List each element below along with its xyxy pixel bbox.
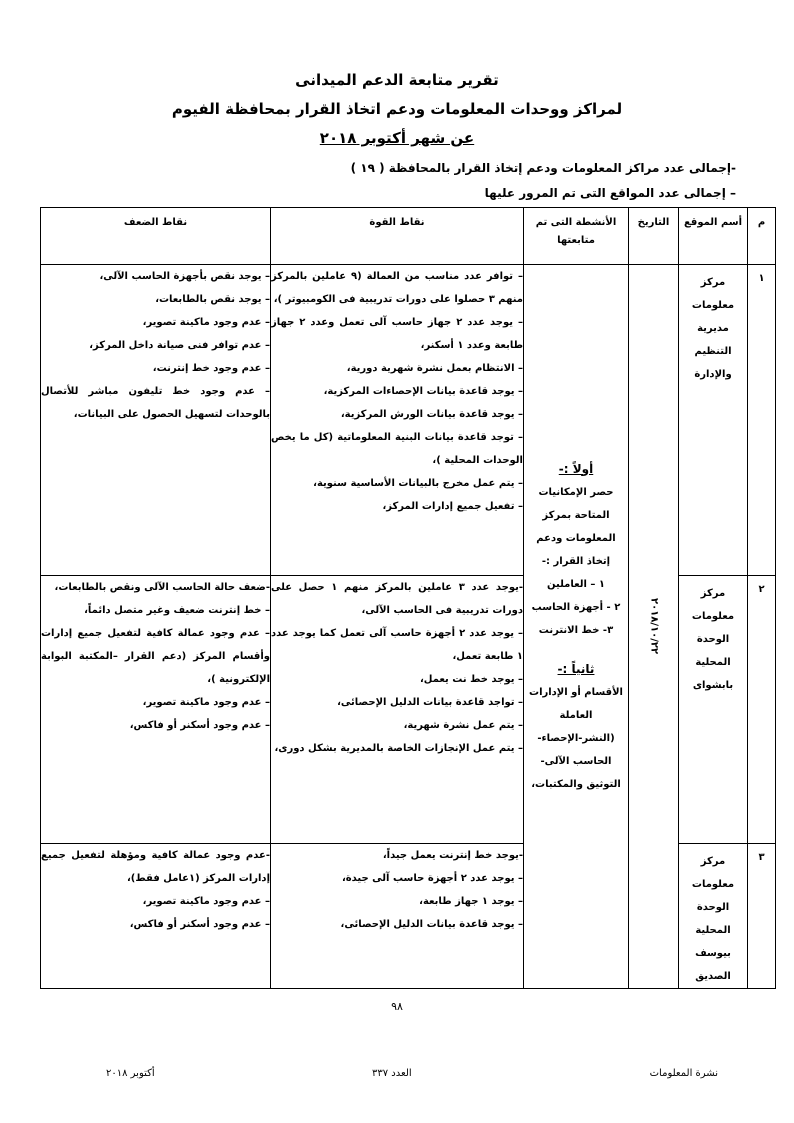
- weaknesses-cell: [41, 265, 271, 576]
- weakness-item: – عدم وجود أسكنر أو فاكس،: [129, 720, 270, 731]
- report-title: تقرير متابعة الدعم الميدانى: [295, 71, 499, 89]
- activity-line: حصر الإمكانيات: [538, 486, 614, 498]
- report-title-block: [0, 66, 794, 152]
- weaknesses-cell: [41, 844, 271, 989]
- weakness-item: – عدم وجود ماكينة تصوير،: [142, 896, 270, 907]
- activity-line: ٢ - أجهزة الحاسب: [531, 601, 621, 613]
- report-subtitle: لمراكز ووحدات المعلومات ودعم اتخاذ القرار بمحافظة الفيوم: [171, 100, 623, 118]
- row-site: مركز معلومات الوحدة المحلية بيوسف الصديق: [679, 844, 748, 989]
- weakness-item: – عدم توافر فنى صيانة داخل المركز،: [89, 340, 270, 351]
- activities-second-heading: ثانياً :-: [557, 661, 595, 676]
- table-header-row: [41, 208, 776, 265]
- row-num: ١: [748, 265, 776, 576]
- strength-item: – يوجد عدد ٢ أجهزة حاسب آلى تعمل كما يوجد عدد ١ طابعة تعمل،: [271, 628, 523, 662]
- weakness-item: – عدم وجود أسكنر أو فاكس،: [129, 919, 270, 930]
- weaknesses-cell: [41, 576, 271, 844]
- strength-item: – تفعيل جميع إدارات المركز،: [382, 501, 523, 512]
- activity-line: الأقسام أو الإدارات: [529, 686, 623, 698]
- strengths-cell: [271, 576, 524, 844]
- activity-line: (النشر-الإحصاء-: [537, 732, 615, 744]
- date-cell: [629, 265, 679, 989]
- summary-block: [351, 156, 736, 206]
- header-strengths: نقاط القوة: [271, 208, 524, 265]
- weakness-item: -ضعف حالة الحاسب الآلى ونقص بالطابعات،: [54, 582, 270, 593]
- report-period: عن شهر أكتوبر ٢٠١٨: [319, 129, 475, 147]
- weakness-item: -عدم وجود عمالة كافية ومؤهلة لتفعيل جميع إدارات المركز (١عامل فقط)،: [41, 850, 270, 884]
- strength-item: -يوجد عدد ٣ عاملين بالمركز منهم ١ حصل على دورات تدريبية فى الحاسب الآلى،: [271, 582, 523, 616]
- strength-item: – يتم عمل نشرة شهرية،: [403, 720, 523, 731]
- strength-item: – يوجد قاعدة بيانات الدليل الإحصائى،: [340, 919, 523, 930]
- weakness-item: – عدم وجود عمالة كافية لتفعيل جميع إدارات وأقسام المركز (دعم القرار –المكتبة البوابة الإلكترونية )،: [41, 628, 270, 685]
- strength-item: – يوجد قاعدة بيانات الإحصاءات المركزية،: [323, 386, 523, 397]
- header-num: م: [748, 208, 776, 265]
- strength-item: – الانتظام بعمل نشرة شهرية دورية،: [346, 363, 523, 374]
- summary-visited-sites: – إجمالى عدد المواقع التى تم المرور عليها: [484, 186, 736, 200]
- strength-item: -يوجد خط إنترنت يعمل جيداً،: [382, 850, 523, 861]
- header-date: التاريخ: [629, 208, 679, 265]
- followup-table: [40, 207, 776, 989]
- strength-item: – يوجد خط نت يعمل،: [419, 674, 523, 685]
- strength-item: – توجد قاعدة بيانات البنية المعلوماتية (كل ما يخص الوحدات المحلية )،: [271, 432, 523, 466]
- row-site: مركز معلومات مديرية التنظيم والإدارة: [679, 265, 748, 576]
- strengths-cell: [271, 844, 524, 989]
- row-num: ٣: [748, 844, 776, 989]
- activity-line: ١ – العاملين: [546, 578, 605, 590]
- strength-item: – يوجد ١ جهاز طابعة،: [419, 896, 523, 907]
- activity-line: المتاحة بمركز: [542, 509, 610, 521]
- header-weaknesses: نقاط الضعف: [41, 208, 271, 265]
- activities-cell: [524, 265, 629, 989]
- footer-left: أكتوبر ٢٠١٨: [106, 1068, 155, 1079]
- strengths-cell: [271, 265, 524, 576]
- row-num: ٢: [748, 576, 776, 844]
- weakness-item: – عدم وجود خط تليفون مباشر للأتصال بالوحدات لتسهيل الحصول على البيانات،: [41, 386, 270, 420]
- footer-center: العدد ٣٣٧: [372, 1068, 412, 1079]
- weakness-item: – عدم وجود خط إنترنت،: [152, 363, 270, 374]
- activity-line: إتخاذ القرار :-: [541, 555, 611, 567]
- weakness-item: – عدم وجود ماكينة تصوير،: [142, 697, 270, 708]
- strength-item: – يتم عمل مخرج بالبيانات الأساسية سنوية،: [313, 478, 523, 489]
- strength-item: – يوجد عدد ٢ أجهزة حاسب آلى جيدة،: [341, 873, 523, 884]
- activity-line: ٣- خط الانترنت: [538, 624, 614, 636]
- activity-line: التوثيق والمكتبات،: [531, 778, 621, 790]
- activities-second-list: [524, 681, 628, 796]
- row-site: مركز معلومات الوحدة المحلية بابشواى: [679, 576, 748, 844]
- weakness-item: – عدم وجود ماكينة تصوير،: [142, 317, 270, 328]
- summary-total-centers: -إجمالى عدد مراكز المعلومات ودعم إتخاذ القرار بالمحافظة ( ١٩ ): [350, 161, 736, 175]
- activities-first-list: [524, 481, 628, 642]
- strength-item: – يتم عمل الإنجازات الخاصة بالمديرية بشكل دورى،: [274, 743, 523, 754]
- strength-item: – يوجد قاعدة بيانات الورش المركزية،: [340, 409, 523, 420]
- strength-item: – توافر عدد مناسب من العمالة (٩ عاملين بالمركز منهم ٣ حصلوا على دورات تدريبية فى الكومبيوتر )،: [271, 271, 523, 305]
- strength-item: – يوجد عدد ٢ جهاز حاسب آلى تعمل وعدد ٢ جهاز طابعة وعدد ١ أسكنر،: [271, 317, 523, 351]
- activity-line: الحاسب الآلى-: [540, 755, 612, 767]
- header-site: أسم الموقع: [679, 208, 748, 265]
- activity-line: المعلومات ودعم: [536, 532, 616, 544]
- weakness-item: – يوجد نقص بأجهزة الحاسب الآلى،: [99, 271, 270, 282]
- weakness-item: – خط إنترنت ضعيف وغير متصل دائماً،: [84, 605, 270, 616]
- strength-item: – تواجد قاعدة بيانات الدليل الإحصائى،: [337, 697, 523, 708]
- page-number: ٩٨: [391, 1000, 403, 1013]
- visit-date: ٢٠١٨/١٠/٢٢: [648, 598, 660, 655]
- weakness-item: – يوجد نقص بالطابعات،: [155, 294, 270, 305]
- activity-line: العاملة: [559, 709, 593, 721]
- footer-right: نشرة المعلومات: [649, 1068, 718, 1079]
- header-activities: الأنشطة التى تم متابعتها: [524, 208, 629, 265]
- activities-first-heading: أولاً :-: [558, 461, 594, 476]
- table-row: [41, 265, 776, 576]
